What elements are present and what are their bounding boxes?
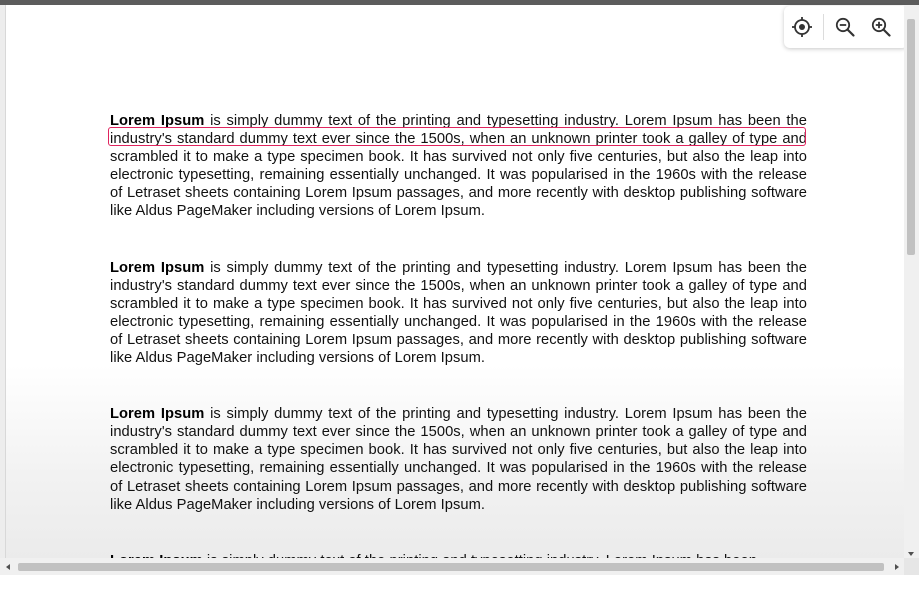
vertical-scroll-thumb[interactable]: [907, 19, 915, 255]
scroll-right-arrow-icon[interactable]: [895, 564, 899, 570]
recenter-button[interactable]: [784, 9, 820, 45]
zoom-out-icon: [834, 16, 856, 38]
paragraph-2: [110, 259, 807, 368]
zoom-out-button[interactable]: [827, 9, 863, 45]
horizontal-scroll-thumb[interactable]: [18, 563, 884, 571]
horizontal-scrollbar[interactable]: [0, 558, 904, 575]
document-content: [110, 112, 807, 608]
scroll-left-arrow-icon[interactable]: [6, 564, 10, 570]
toolbar-divider: [823, 14, 824, 40]
paragraph-body: is simply dummy text of the printing and typesetting industry. Lorem Ipsum has been the industry's standard dummy text ever since the 1500s, when an unknown printer took a galley of type and scrambled it to make a type specimen book. It has survived not only five centuries, but also the leap into electronic typesetting, remaining essentially unchanged. It was popularised in the 1960s with the release of Letraset sheets containing Lorem Ipsum passages, and more recently with desktop publishing software like Aldus PageMaker including versions of Lorem Ipsum.: [110, 259, 807, 367]
crosshair-icon: [791, 16, 813, 38]
paragraph-body: is simply dummy text of the printing and typesetting industry. Lorem Ipsum has been the industry's standard dummy text ever since the 1500s, when an unknown printer took a galley of type and scrambled it to make a type specimen book. It has survived not only five centuries, but also the leap into electronic typesetting, remaining essentially unchanged. It was popularised in the 1960s with the release of Letraset sheets containing Lorem Ipsum passages, and more recently with desktop publishing software like Aldus PageMaker including versions of Lorem Ipsum.: [110, 406, 807, 513]
zoom-in-icon: [870, 16, 892, 38]
paragraph-lead: Lorem Ipsum: [110, 406, 205, 423]
page-area[interactable]: [6, 5, 904, 558]
zoom-toolbar: [784, 6, 908, 48]
paragraph-3: [110, 405, 807, 514]
paragraph-lead: Lorem Ipsum: [110, 259, 205, 276]
paragraph-1: [110, 112, 807, 221]
paragraph-lead: Lorem Ipsum: [110, 113, 205, 129]
vertical-scrollbar[interactable]: [904, 5, 919, 558]
scroll-down-arrow-icon[interactable]: [908, 552, 914, 556]
zoom-in-button[interactable]: [863, 9, 899, 45]
paragraph-body: is simply dummy text of the printing and typesetting industry. Lorem Ipsum has been the industry's standard dummy text ever since the 1500s, when an unknown printer took a galley of type and scrambled it to make a type specimen book. It has survived not only five centuries, but also the leap into electronic typesetting, remaining essentially unchanged. It was popularised in the 1960s with the release of Letraset sheets containing Lorem Ipsum passages, and more recently with desktop publishing software like Aldus PageMaker including versions of Lorem Ipsum.: [110, 113, 807, 220]
scrollbar-corner: [904, 558, 919, 575]
